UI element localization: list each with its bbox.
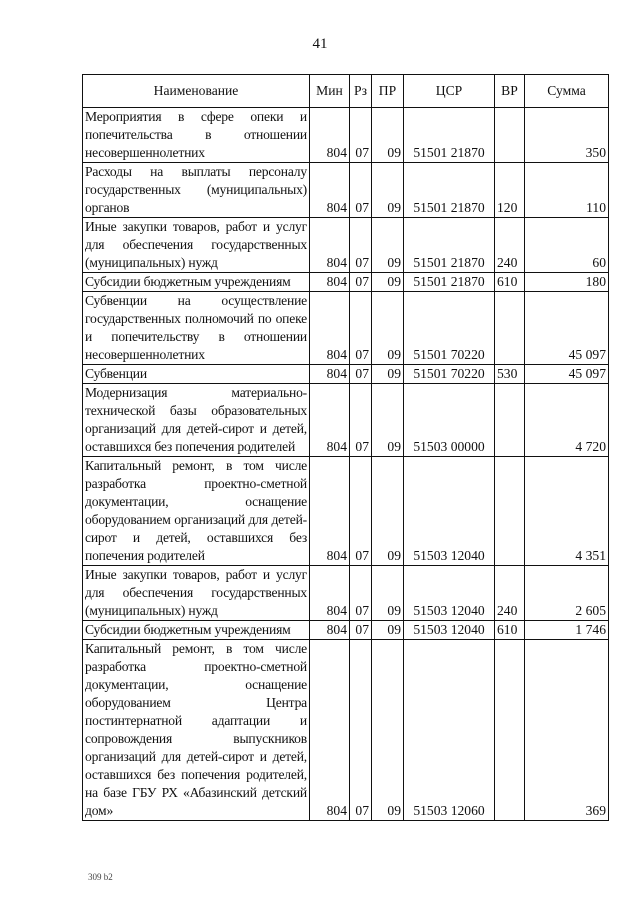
column-header-pr: ПР — [372, 75, 404, 108]
cell-pr: 09 — [372, 163, 404, 218]
cell-vr: 240 — [495, 218, 525, 273]
cell-rz: 07 — [350, 273, 372, 292]
budget-table — [82, 74, 609, 821]
column-header-rz: Рз — [350, 75, 372, 108]
column-header-csr: ЦСР — [404, 75, 495, 108]
cell-name: Субвенции на осуществление государственных полномочий по опеке и попечительству в отношении несовершеннолетних — [83, 292, 310, 365]
cell-name: Субвенции — [83, 365, 310, 384]
cell-csr: 51501 70220 — [404, 292, 495, 365]
cell-csr: 51503 12040 — [404, 457, 495, 566]
cell-name: Капитальный ремонт, в том числе разработка проектно-сметной документации, оснащение оборудованием Центра постинтернатной адаптации и сопровождения выпускников организаций для детей-сирот и детей, оставшихся без попечения родителей, на базе ГБУ РХ «Абазинский детский дом» — [83, 640, 310, 821]
cell-vr — [495, 640, 525, 821]
cell-csr: 51503 12060 — [404, 640, 495, 821]
cell-rz: 07 — [350, 365, 372, 384]
cell-sum: 60 — [525, 218, 609, 273]
cell-rz: 07 — [350, 218, 372, 273]
column-header-vr: ВР — [495, 75, 525, 108]
cell-name: Мероприятия в сфере опеки и попечительства в отношении несовершеннолетних — [83, 108, 310, 163]
cell-rz: 07 — [350, 384, 372, 457]
table-row — [83, 163, 609, 218]
cell-pr: 09 — [372, 621, 404, 640]
cell-min: 804 — [310, 566, 350, 621]
table-row — [83, 566, 609, 621]
cell-pr: 09 — [372, 457, 404, 566]
cell-name: Иные закупки товаров, работ и услуг для обеспечения государственных (муниципальных) нужд — [83, 566, 310, 621]
cell-pr: 09 — [372, 640, 404, 821]
cell-vr: 240 — [495, 566, 525, 621]
cell-sum: 1 746 — [525, 621, 609, 640]
page-number: 41 — [312, 36, 328, 52]
cell-pr: 09 — [372, 365, 404, 384]
cell-vr: 610 — [495, 621, 525, 640]
table-header-row — [83, 75, 609, 108]
cell-pr: 09 — [372, 273, 404, 292]
cell-name: Модернизация материально-технической базы образовательных организаций для детей-сирот и детей, оставшихся без попечения родителей — [83, 384, 310, 457]
cell-sum: 45 097 — [525, 365, 609, 384]
table-body — [83, 108, 609, 821]
cell-min: 804 — [310, 292, 350, 365]
column-header-name: Наименование — [83, 75, 310, 108]
cell-sum: 2 605 — [525, 566, 609, 621]
cell-rz: 07 — [350, 566, 372, 621]
cell-csr: 51503 12040 — [404, 566, 495, 621]
footer-code: 309 b2 — [88, 872, 113, 882]
table-row — [83, 457, 609, 566]
table-row — [83, 292, 609, 365]
cell-vr — [495, 457, 525, 566]
table-row — [83, 108, 609, 163]
cell-name: Иные закупки товаров, работ и услуг для обеспечения государственных (муниципальных) нужд — [83, 218, 310, 273]
cell-min: 804 — [310, 457, 350, 566]
column-header-min: Мин — [310, 75, 350, 108]
cell-pr: 09 — [372, 108, 404, 163]
cell-csr: 51501 70220 — [404, 365, 495, 384]
cell-name: Расходы на выплаты персоналу государственных (муниципальных) органов — [83, 163, 310, 218]
cell-pr: 09 — [372, 384, 404, 457]
cell-sum: 369 — [525, 640, 609, 821]
cell-sum: 350 — [525, 108, 609, 163]
cell-name: Субсидии бюджетным учреждениям — [83, 273, 310, 292]
table-row — [83, 384, 609, 457]
cell-vr: 610 — [495, 273, 525, 292]
cell-sum: 110 — [525, 163, 609, 218]
cell-min: 804 — [310, 273, 350, 292]
cell-sum: 180 — [525, 273, 609, 292]
column-header-sum: Сумма — [525, 75, 609, 108]
cell-csr: 51503 12040 — [404, 621, 495, 640]
cell-vr: 530 — [495, 365, 525, 384]
cell-rz: 07 — [350, 108, 372, 163]
cell-vr — [495, 108, 525, 163]
cell-min: 804 — [310, 108, 350, 163]
table-row — [83, 273, 609, 292]
cell-name: Субсидии бюджетным учреждениям — [83, 621, 310, 640]
cell-pr: 09 — [372, 218, 404, 273]
cell-vr: 120 — [495, 163, 525, 218]
cell-rz: 07 — [350, 292, 372, 365]
table-row — [83, 640, 609, 821]
cell-rz: 07 — [350, 163, 372, 218]
cell-csr: 51503 00000 — [404, 384, 495, 457]
cell-min: 804 — [310, 384, 350, 457]
cell-sum: 4 351 — [525, 457, 609, 566]
cell-csr: 51501 21870 — [404, 273, 495, 292]
cell-min: 804 — [310, 621, 350, 640]
cell-rz: 07 — [350, 621, 372, 640]
cell-sum: 45 097 — [525, 292, 609, 365]
cell-min: 804 — [310, 640, 350, 821]
cell-sum: 4 720 — [525, 384, 609, 457]
cell-csr: 51501 21870 — [404, 218, 495, 273]
cell-rz: 07 — [350, 457, 372, 566]
cell-rz: 07 — [350, 640, 372, 821]
cell-min: 804 — [310, 218, 350, 273]
table-row — [83, 365, 609, 384]
cell-csr: 51501 21870 — [404, 108, 495, 163]
cell-csr: 51501 21870 — [404, 163, 495, 218]
table-row — [83, 218, 609, 273]
cell-pr: 09 — [372, 292, 404, 365]
cell-min: 804 — [310, 163, 350, 218]
cell-vr — [495, 384, 525, 457]
cell-min: 804 — [310, 365, 350, 384]
table-row — [83, 621, 609, 640]
cell-vr — [495, 292, 525, 365]
cell-pr: 09 — [372, 566, 404, 621]
cell-name: Капитальный ремонт, в том числе разработка проектно-сметной документации, оснащение оборудованием организаций для детей-сирот и детей, оставшихся без попечения родителей — [83, 457, 310, 566]
